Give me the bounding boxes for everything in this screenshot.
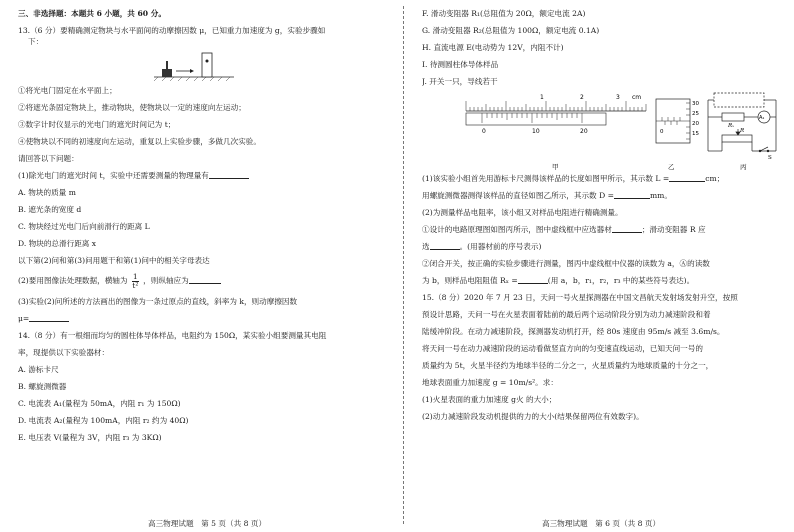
q13-question-2-text: (2)要用图像法处理数据，横轴为: [18, 276, 128, 285]
answer-blank[interactable]: [209, 170, 249, 179]
q14-item: D. 电流表 A₂(量程为 100mA，内阻 r₂ 约为 40Ω): [18, 416, 189, 425]
answer-blank[interactable]: [189, 275, 221, 284]
figure-caption-a: 甲: [552, 163, 559, 171]
micrometer-label: 15: [692, 131, 699, 137]
equipment-item: G. 滑动变阻器 R₂(总阻值为 100Ω，额定电流 0.1A): [422, 26, 600, 35]
q14-part-1-diameter-text: 用螺旋测微器测得该样品的直径如图乙所示，其示数 D =: [422, 191, 614, 200]
q14-item: B. 螺旋测微器: [18, 382, 67, 391]
q13-step: ④使物块以不同的初速度向左运动，重复以上实验步骤，多做几次实验。: [18, 137, 261, 146]
q13-question-3-answer: [18, 313, 387, 324]
answer-blank[interactable]: [612, 224, 642, 233]
q14-part-2-2-cont-text: 为 b，则样品电阻阻值 Rₓ =: [422, 276, 518, 285]
q14-item: E. 电压表 V(量程为 3V，内阻 r₃ 为 3KΩ): [18, 433, 162, 442]
q13-figure: [18, 47, 387, 85]
block-gate-diagram: [154, 47, 234, 83]
q13-note: 以下第(2)问和第(3)问用题干和第(1)问中的相关字母表达: [18, 256, 210, 265]
q13-option-a: A. 物块的质量 m: [18, 188, 76, 197]
q13-question-1: [18, 170, 387, 181]
micrometer-label: 25: [692, 111, 699, 117]
q14-part-2: (2)为测量样品电阻率，该小组又对样品电阻进行精确测量。: [422, 208, 623, 217]
fraction-numerator: 1: [132, 272, 138, 281]
experiment-figures: [422, 89, 782, 173]
figure-row: [422, 87, 782, 173]
page-footer-right: 高三物理试题 第 6 页（共 8 页）: [542, 519, 661, 528]
circuit-diagram: [708, 93, 776, 152]
vernier-label: 0: [482, 128, 486, 135]
answer-blank[interactable]: [430, 241, 460, 250]
vernier-caliper: [466, 94, 646, 135]
answer-blank[interactable]: [669, 173, 705, 182]
figure-caption-b: 乙: [668, 163, 675, 171]
q14-part-2-1-cont: [422, 241, 782, 252]
equipment-item: H. 直流电源 E(电动势为 12V，内阻不计): [422, 43, 564, 52]
answer-blank[interactable]: [614, 190, 650, 199]
q15-text: 陆缓冲阶段。在动力减速阶段，探测器发动机打开，经 80s 速度由 95m/s 减至 3.6m/s。: [422, 327, 725, 336]
circuit-label-switch: S: [768, 155, 772, 161]
circuit-label-r: R: [740, 128, 745, 134]
micrometer: [656, 99, 699, 143]
circuit-label-rx: Rₓ: [728, 123, 735, 129]
micrometer-label: 30: [692, 101, 699, 107]
micrometer-label: 0: [660, 129, 664, 135]
q13-option-b: B. 遮光条的宽度 d: [18, 205, 82, 214]
q13-question-2: [18, 272, 387, 290]
caliper-label: cm: [632, 94, 642, 101]
vernier-label: 10: [532, 128, 540, 135]
fraction: [132, 273, 139, 290]
q13-option-d: D. 物块的总滑行距离 x: [18, 239, 97, 248]
q14-part-2-1-cont-text: 选: [422, 242, 430, 251]
page-footer-left: 高三物理试题 第 5 页（共 8 页）: [148, 519, 267, 528]
right-page: [410, 0, 794, 532]
q13-text: 下：: [28, 37, 44, 46]
q15-text: 预设计思路，天问一号在火星表面着陆前的最后两个运动阶段分别为动力减速阶段和着: [422, 310, 711, 319]
q13-question-3-label: μ=: [18, 314, 30, 323]
q15-question: (2)动力减速阶段发动机提供的力的大小(结果保留两位有效数字)。: [422, 412, 644, 421]
q14-part-2-1-tail: ；滑动变阻器 R 应: [641, 225, 706, 234]
q14-part-1-text: (1)该实验小组首先用游标卡尺测得该样品的长度如图甲所示，其示数 L =: [422, 174, 670, 183]
q15-text: 质量约为 5t，火星半径约为地球半径的二分之一，火星质量约为地球质量的十分之一，: [422, 361, 714, 370]
q13-question-3: (3)实验(2)问所述的方法画出的图像为一条过原点的直线，斜率为 k，则动摩擦因数: [18, 297, 298, 306]
answer-blank[interactable]: [518, 275, 548, 284]
q13-question-2-tail: ，则纵轴应为: [143, 276, 189, 285]
caliper-label: 1: [540, 94, 544, 101]
q13-text: 13.（6 分）要精确测定物块与水平面间的动摩擦因数 μ，已知重力加速度为 g，实验步骤如: [18, 26, 326, 35]
vernier-label: 20: [580, 128, 588, 135]
unit-label: mm。: [649, 191, 672, 200]
q13-question-1-text: (1)除光电门的遮光时间 t，实验中还需要测量的物理量有: [18, 171, 209, 180]
q14-part-2-1-text: ①设计的电路原理图如图丙所示，图中虚线框中应选器材: [422, 225, 612, 234]
q15-text: 15.（8 分）2020 年 7 月 23 日，天问一号火星探测器在中国文昌航天发射场发射升空，按照: [422, 293, 738, 302]
q14-part-2-2: ②闭合开关，按正确的实验步骤进行测量，图丙中虚线框中仪器的读数为 a，Ⓐ的读数: [422, 259, 710, 268]
q13-step: ③数字计时仪显示的光电门的遮光时间记为 t；: [18, 120, 176, 129]
equipment-item: I. 待测圆柱体导体样品: [422, 60, 499, 69]
q14-item: C. 电流表 A₁(量程为 50mA，内阻 r₁ 为 150Ω): [18, 399, 181, 408]
q13-step: ①将光电门固定在水平面上；: [18, 86, 117, 95]
q14-item: A. 游标卡尺: [18, 365, 59, 374]
q14-part-2-1: [422, 224, 782, 235]
answer-blank[interactable]: [29, 313, 69, 322]
q14-part-2-2-cont: [422, 275, 782, 286]
q15-text: 将天问一号在动力减速阶段的运动看做竖直方向的匀变速直线运动，已知天问一号的: [422, 344, 703, 353]
figure-caption-c: 丙: [740, 163, 747, 171]
q13-step: ②将遮光条固定物块上，推动物块，使物块以一定的速度向左运动；: [18, 103, 246, 112]
equipment-item: J. 开关一只，导线若干: [422, 77, 498, 86]
unit-label: cm；: [705, 174, 725, 183]
section-heading: 三、非选择题：本题共 6 小题，共 60 分。: [18, 9, 166, 18]
circuit-label-meter: A₁: [759, 115, 765, 121]
q14-text: 14.（8 分）有一根细而均匀的圆柱体导体样品，电阻约为 150Ω，某实验小组要测量其电阻: [18, 331, 327, 340]
micrometer-label: 20: [692, 121, 699, 127]
caliper-label: 2: [580, 94, 584, 101]
equipment-item: F. 滑动变阻器 R₁(总阻值为 20Ω，额定电流 2A): [422, 9, 586, 18]
q14-part-2-2-cont-tail: (用 a，b，r₁，r₂，r₃ 中的某些符号表达)。: [547, 276, 695, 285]
page-divider: [403, 6, 404, 524]
fraction-denominator: t²: [132, 280, 139, 290]
q14-part-2-1-cont-tail: 。(用器材前的序号表示): [459, 242, 542, 251]
q14-part-1-diameter: [422, 190, 782, 201]
q13-option-c: C. 物块经过光电门后向前滑行的距离 L: [18, 222, 150, 231]
q15-question: (1)火星表面的重力加速度 g火 的大小；: [422, 395, 557, 404]
q14-part-1: [422, 173, 782, 184]
q14-text: 率，现提供以下实验器材：: [18, 348, 110, 357]
q13-prompt: 请回答以下问题：: [18, 154, 79, 163]
caliper-label: 3: [616, 94, 620, 101]
q15-text: 地球表面重力加速度 g = 10m/s²。求：: [422, 378, 558, 387]
